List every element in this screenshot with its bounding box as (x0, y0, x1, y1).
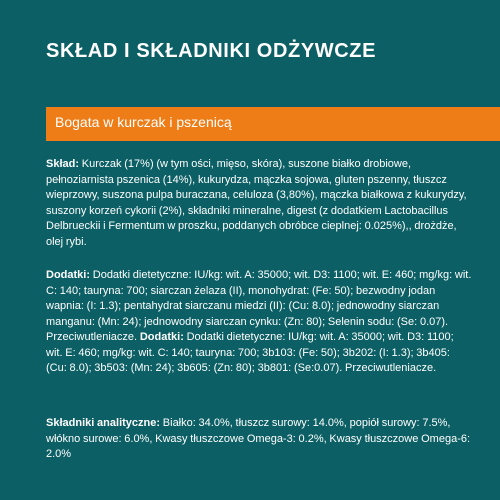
additives-label: Dodatki: (46, 269, 90, 281)
analytical-label: Składniki analityczne: (46, 417, 161, 429)
composition-text: Kurczak (17%) (w tym ości, mięso, skóra), suszone białko drobiowe, pełnoziarnista pszenica (14%), kukurydza, mączka sojowa, gluten pszenny, tłuszcz wieprzowy, suszona pulpa buraczana, celuloza (3,80%), mączka białkowa z kukurydzy, suszony korzeń cykorii (2%), składniki mineralne, digest (z dodatkiem Lactobacillus Delbrueckii i Fermentum w proszku, poddanych obróbce cieplnej: 0.025%),, drożdże, olej rybi. (46, 158, 467, 248)
additives-label-second: Dodatki: (139, 331, 184, 343)
composition-label: Skład: (46, 158, 80, 170)
additives-text-second: Dodatki dietetyczne: IU/kg: wit. A: 35000; wit. D3: 1100; wit. E: 460; mg/kg: wit. C: 140; tauryna: 700; 3b103: (Fe: 50); 3b202: (I: 1.3); 3b405: (Cu: 8.0); 3b503: (Mn: 24); 3b605: (Zn: 80); 3b801: (Se:0.07). Przeciwutleniacze. (46, 331, 454, 374)
analytical-text: Białko: 34.0%, tłuszcz surowy: 14.0%, popiół surowy: 7.5%, włókno surowe: 6.0%, Kwasy tłuszczowe Omega-3: 0.2%, Kwasy tłuszczowe Omega-6: 2.0% (46, 417, 471, 460)
additives-section (46, 268, 472, 377)
composition-section (46, 157, 472, 250)
analytical-section (46, 416, 472, 463)
product-banner (46, 107, 500, 141)
page-title: SKŁAD I SKŁADNIKI ODŻYWCZE (46, 40, 377, 62)
banner-text: Bogata w kurczak i pszenicą (55, 114, 232, 130)
additives-text: Dodatki dietetyczne: IU/kg: wit. A: 35000; wit. D3: 1100; wit. E: 460; mg/kg: wit. C: 140; tauryna: 700; siarczan żelaza (II), monohydrat: (Fe: 50); bezwodny jodan wapnia: (I: 1.3); pentahydrat siarczanu miedzi (II): (Cu: 8.0); jednowodny siarczan manganu: (Mn: 24); jednowodny siarczan cynku: (Zn: 80); Selenin sodu: (Se: 0.07). Przeciwutleniacze. (46, 269, 472, 343)
